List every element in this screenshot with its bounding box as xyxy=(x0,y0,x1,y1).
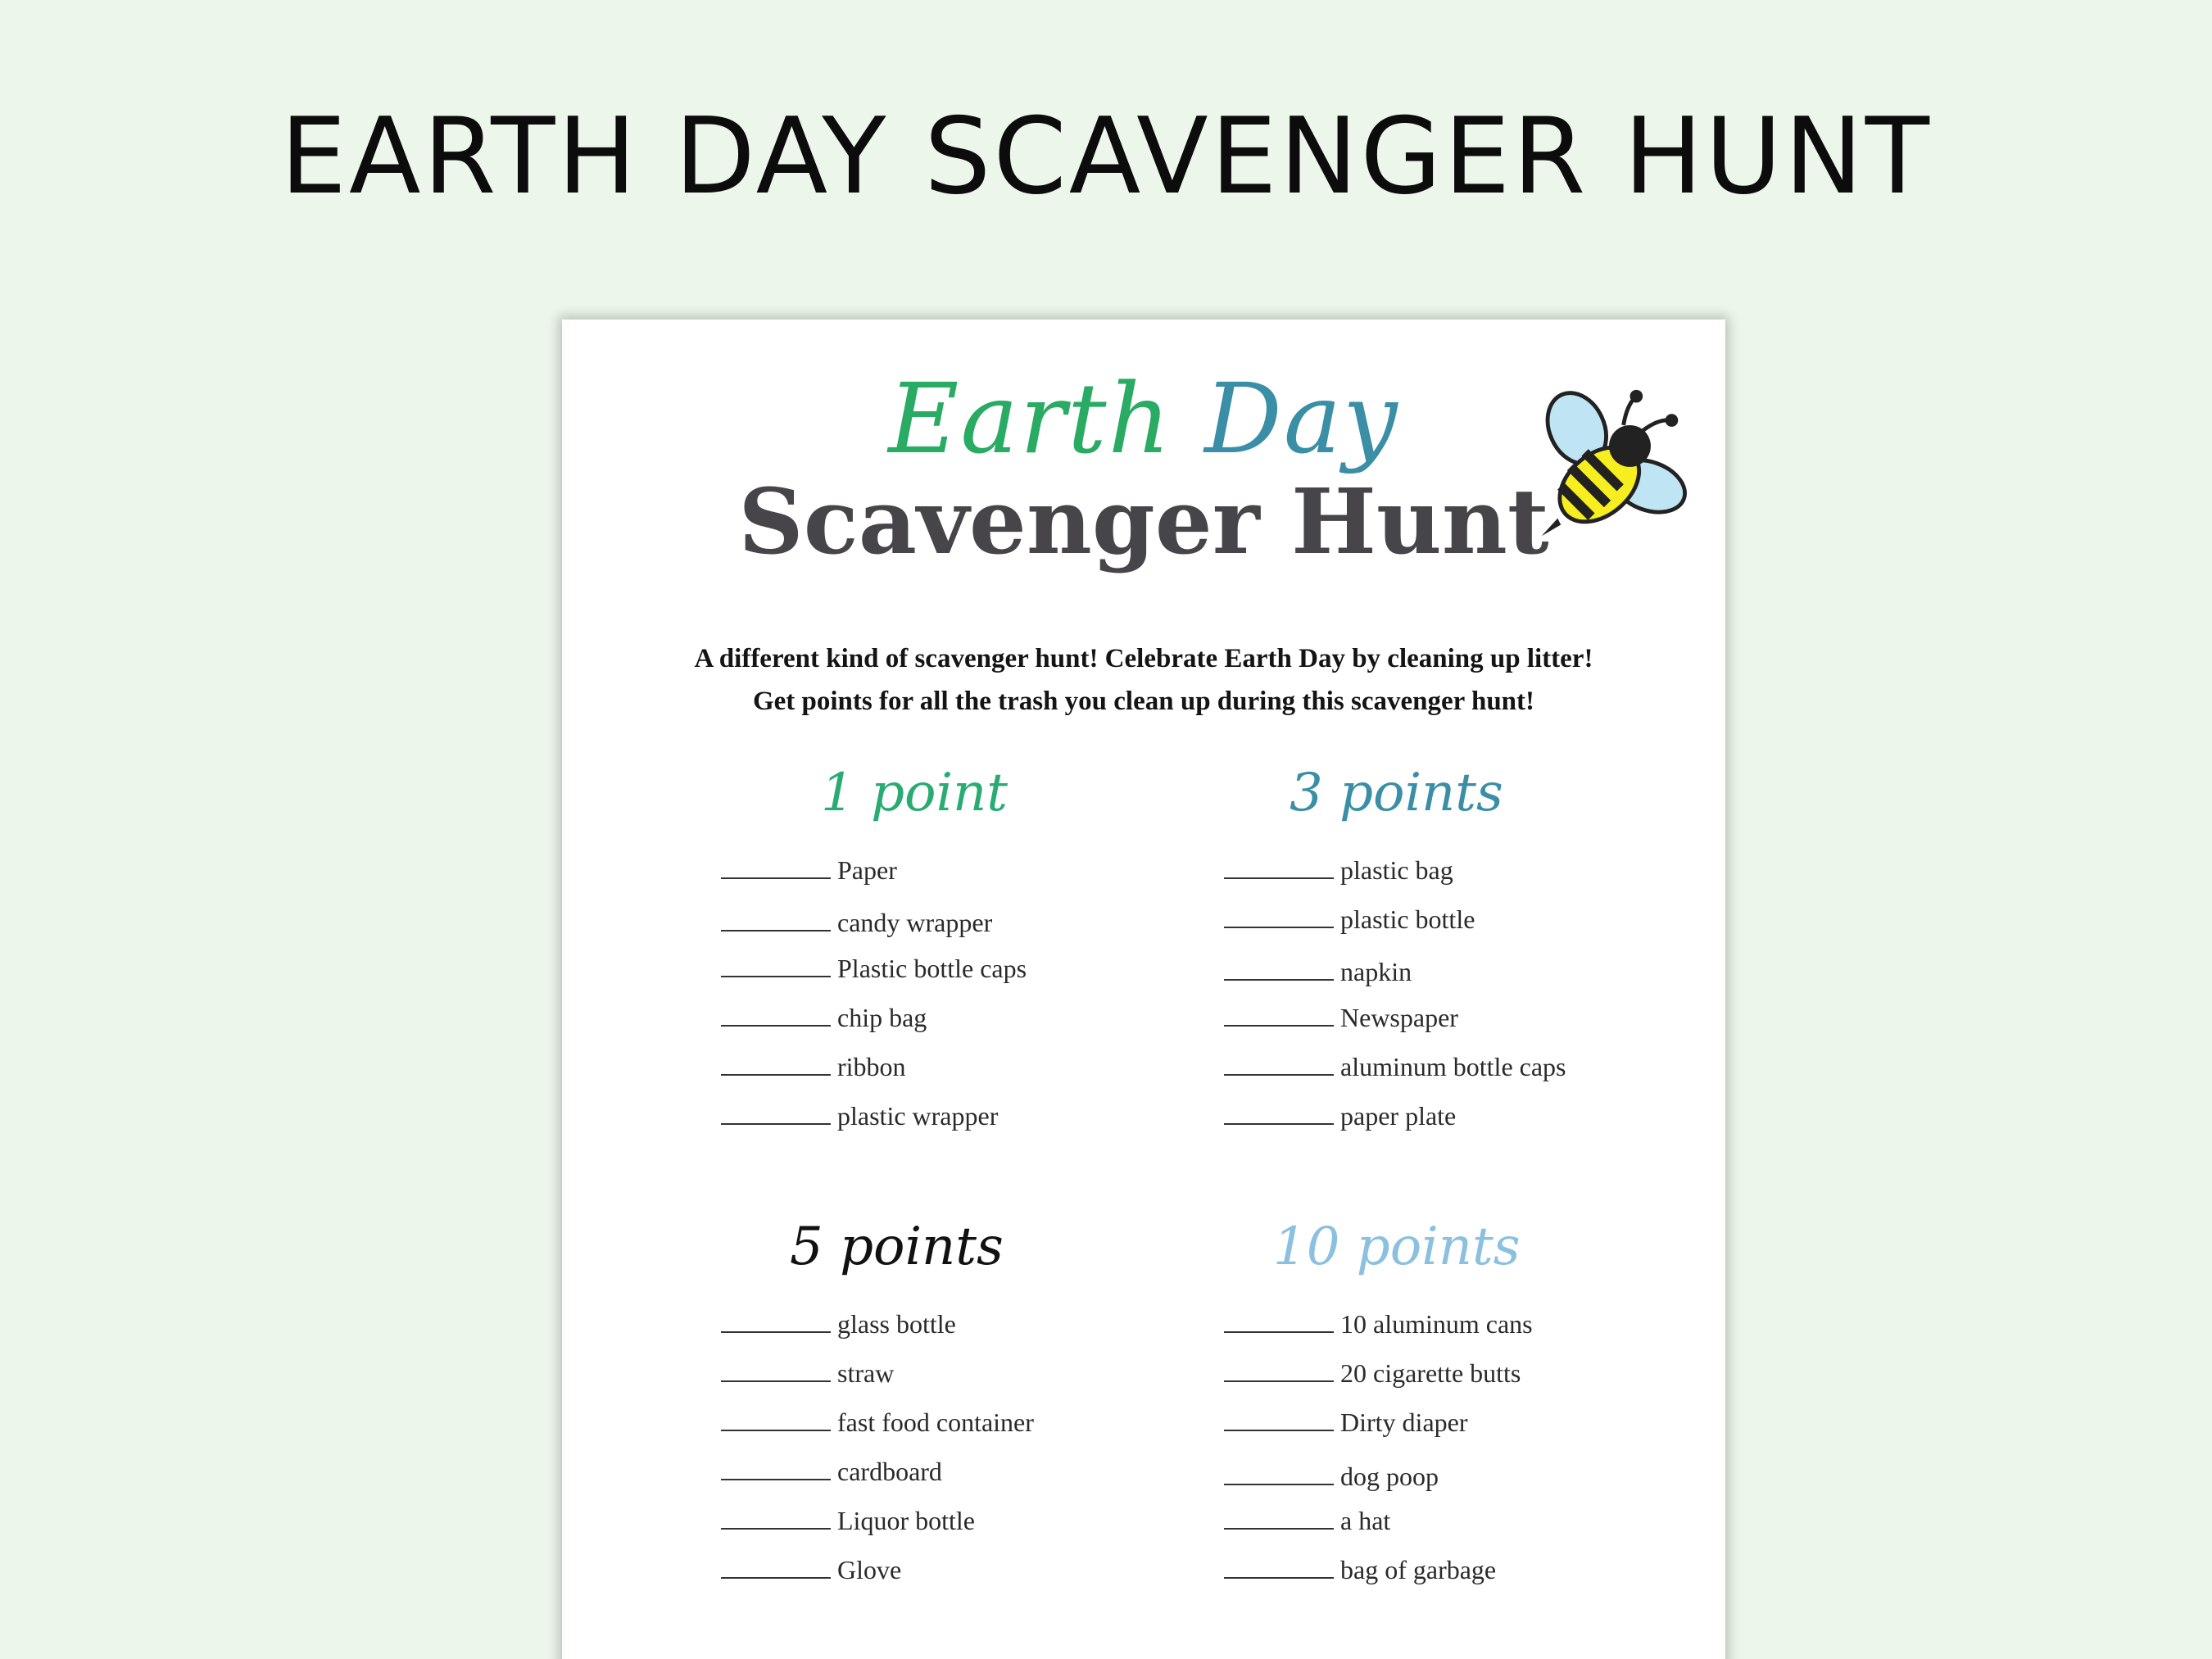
write-in-blank[interactable] xyxy=(1224,1507,1334,1530)
write-in-blank[interactable] xyxy=(721,1102,831,1125)
write-in-blank[interactable] xyxy=(1224,856,1334,879)
list-item: Plastic bottle caps xyxy=(721,954,1027,983)
section-heading-1-point: 1 point xyxy=(821,763,1008,823)
list-item: aluminum bottle caps xyxy=(1224,1052,1566,1081)
script-title-earth: Earth xyxy=(888,362,1172,475)
list-item: Liquor bottle xyxy=(721,1506,975,1535)
list-item: Newspaper xyxy=(1224,1003,1458,1032)
list-item: cardboard xyxy=(721,1457,942,1486)
write-in-blank[interactable] xyxy=(721,1457,831,1480)
list-item: Paper xyxy=(721,855,897,885)
list-item: a hat xyxy=(1224,1506,1390,1535)
worksheet-page xyxy=(562,320,1725,1659)
write-in-blank[interactable] xyxy=(1224,1053,1334,1076)
list-item: chip bag xyxy=(721,1003,927,1032)
list-item: glass bottle xyxy=(721,1309,956,1339)
write-in-blank[interactable] xyxy=(721,1004,831,1027)
write-in-blank[interactable] xyxy=(1224,1310,1334,1333)
write-in-blank[interactable] xyxy=(721,909,831,931)
list-item: straw xyxy=(721,1358,894,1388)
section-heading-3-points: 3 points xyxy=(1290,763,1503,823)
write-in-blank[interactable] xyxy=(721,1507,831,1530)
list-item: candy wrapper xyxy=(721,908,992,937)
list-item: fast food container xyxy=(721,1407,1034,1437)
write-in-blank[interactable] xyxy=(1224,1359,1334,1382)
list-item: Dirty diaper xyxy=(1224,1407,1468,1437)
write-in-blank[interactable] xyxy=(721,1556,831,1579)
worksheet-subtitle: Scavenger Hunt xyxy=(738,469,1549,574)
write-in-blank[interactable] xyxy=(721,1310,831,1333)
intro-line-2: Get points for all the trash you clean up during this scavenger hunt! xyxy=(752,687,1535,716)
bee-icon xyxy=(1529,383,1689,544)
intro-text xyxy=(562,637,1725,723)
banner-title: EARTH DAY SCAVENGER HUNT xyxy=(280,96,1932,218)
list-item: plastic wrapper xyxy=(721,1101,998,1131)
list-item: 10 aluminum cans xyxy=(1224,1309,1533,1339)
write-in-blank[interactable] xyxy=(1224,905,1334,928)
list-item: napkin xyxy=(1224,957,1412,986)
section-heading-10-points: 10 points xyxy=(1273,1217,1521,1277)
list-item: plastic bottle xyxy=(1224,904,1475,934)
write-in-blank[interactable] xyxy=(1224,1102,1334,1125)
list-item: plastic bag xyxy=(1224,855,1453,885)
write-in-blank[interactable] xyxy=(1224,1556,1334,1579)
write-in-blank[interactable] xyxy=(721,1359,831,1382)
write-in-blank[interactable] xyxy=(721,1053,831,1076)
list-item: paper plate xyxy=(1224,1101,1456,1131)
script-title-day: Day xyxy=(1204,362,1399,475)
write-in-blank[interactable] xyxy=(1224,1462,1334,1485)
list-item: dog poop xyxy=(1224,1462,1439,1491)
write-in-blank[interactable] xyxy=(1224,1004,1334,1027)
list-item: bag of garbage xyxy=(1224,1555,1496,1584)
section-heading-5-points: 5 points xyxy=(790,1217,1004,1277)
write-in-blank[interactable] xyxy=(721,856,831,879)
write-in-blank[interactable] xyxy=(721,1408,831,1431)
intro-line-1: A different kind of scavenger hunt! Celebrate Earth Day by cleaning up litter! xyxy=(694,644,1593,673)
list-item: Glove xyxy=(721,1555,901,1584)
write-in-blank[interactable] xyxy=(1224,958,1334,981)
write-in-blank[interactable] xyxy=(721,954,831,977)
list-item: 20 cigarette butts xyxy=(1224,1358,1521,1388)
write-in-blank[interactable] xyxy=(1224,1408,1334,1431)
list-item: ribbon xyxy=(721,1052,906,1081)
